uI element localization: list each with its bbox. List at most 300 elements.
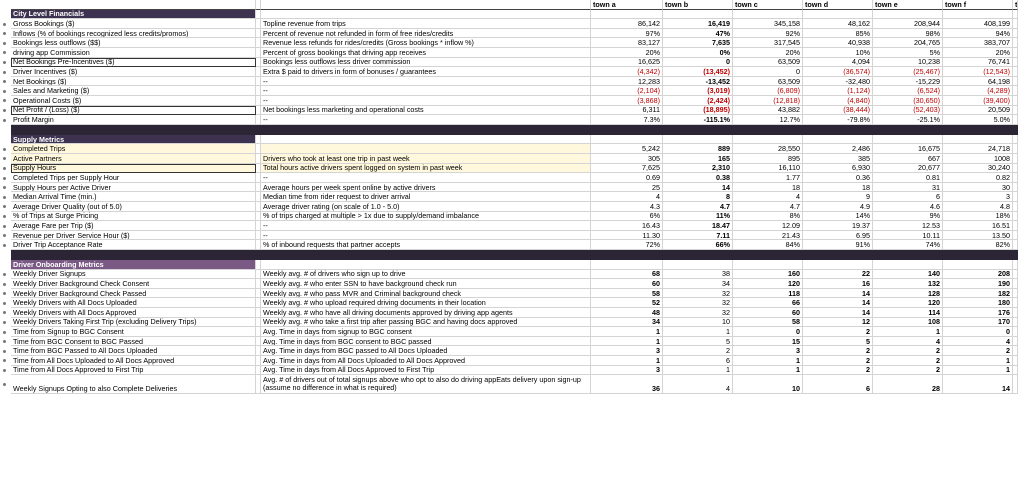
value-cell[interactable]: 2 [663, 346, 733, 356]
value-cell[interactable]: 63,509 [733, 58, 803, 68]
value-cell[interactable]: 4.3 [591, 202, 663, 212]
value-cell[interactable]: 2 [873, 346, 943, 356]
row-description[interactable]: Weekly avg. # who pass MVR and Criminal background check [261, 289, 591, 299]
value-cell[interactable]: 85% [803, 29, 873, 39]
value-cell[interactable]: (2,104) [591, 86, 663, 96]
row-description[interactable]: Weekly avg. # who take a first trip after passing BGC and having docs approved [261, 318, 591, 328]
row-description[interactable]: Percent of revenue not refunded in form of free rides/credits [261, 29, 591, 39]
column-header-town[interactable]: town e [873, 0, 943, 10]
row-description[interactable]: Average hours per week spent online by active drivers [261, 183, 591, 193]
value-cell[interactable]: 4 [591, 192, 663, 202]
value-cell[interactable]: 14 [803, 289, 873, 299]
value-cell[interactable] [943, 135, 1013, 145]
value-cell[interactable]: 4.9 [803, 202, 873, 212]
value-cell[interactable]: 6 [803, 375, 873, 394]
row-label[interactable]: Weekly Drivers with All Docs Approved [11, 308, 256, 318]
value-cell[interactable]: 16.43 [591, 221, 663, 231]
section-title[interactable]: Supply Metrics [11, 135, 256, 145]
value-cell[interactable]: 0.82 [943, 173, 1013, 183]
value-cell[interactable]: 1008 [943, 154, 1013, 164]
value-cell[interactable]: 10,238 [873, 58, 943, 68]
row-description[interactable]: Avg. Time in days from All Docs Approved to First Trip [261, 366, 591, 376]
row-description[interactable]: Avg. # of drivers out of total signups above who opt to also do driving appEats delivery upon sign-up (assume no difference in what is required) [261, 375, 591, 394]
row-description[interactable]: -- [261, 115, 591, 125]
row-description[interactable]: -- [261, 96, 591, 106]
value-cell[interactable]: 132 [873, 279, 943, 289]
value-cell[interactable]: 1 [943, 366, 1013, 376]
value-cell[interactable]: (4,289) [943, 86, 1013, 96]
value-cell[interactable]: 36 [591, 375, 663, 394]
value-cell[interactable]: 38 [663, 270, 733, 280]
value-cell[interactable]: 8 [663, 192, 733, 202]
value-cell[interactable] [591, 260, 663, 270]
row-label[interactable]: Weekly Driver Signups [11, 270, 256, 280]
value-cell[interactable]: (30,650) [873, 96, 943, 106]
value-cell[interactable]: -32,480 [803, 77, 873, 87]
row-label[interactable]: Net Bookings ($) [11, 77, 256, 87]
value-cell[interactable]: 3 [943, 192, 1013, 202]
value-cell[interactable]: 18% [943, 212, 1013, 222]
row-label[interactable]: Revenue per Driver Service Hour ($) [11, 231, 256, 241]
row-label[interactable]: Average Driver Quality (out of 5.0) [11, 202, 256, 212]
row-label[interactable]: Profit Margin [11, 115, 256, 125]
value-cell[interactable]: 14 [803, 298, 873, 308]
row-description[interactable]: Total hours active drivers spent logged on system in past week [261, 164, 591, 174]
value-cell[interactable]: 1 [943, 356, 1013, 366]
value-cell[interactable]: (12,818) [733, 96, 803, 106]
value-cell[interactable]: 74% [873, 240, 943, 250]
value-cell[interactable]: 305 [591, 154, 663, 164]
value-cell[interactable]: 14% [803, 212, 873, 222]
value-cell[interactable]: 5.0% [943, 115, 1013, 125]
value-cell[interactable]: 5 [663, 337, 733, 347]
value-cell[interactable]: 9% [873, 212, 943, 222]
value-cell[interactable]: 97% [591, 29, 663, 39]
column-header-town[interactable]: town b [663, 0, 733, 10]
value-cell[interactable]: 4 [663, 375, 733, 394]
value-cell[interactable]: 120 [873, 298, 943, 308]
row-description[interactable]: Weekly avg. # who enter SSN to have background check run [261, 279, 591, 289]
value-cell[interactable]: 84% [733, 240, 803, 250]
value-cell[interactable]: 6,930 [803, 164, 873, 174]
value-cell[interactable]: 20% [591, 48, 663, 58]
section-title[interactable]: Driver Onboarding Metrics [11, 260, 256, 270]
value-cell[interactable]: -79.8% [803, 115, 873, 125]
value-cell[interactable]: 5,242 [591, 144, 663, 154]
value-cell[interactable]: 34 [663, 279, 733, 289]
value-cell[interactable]: (4,840) [803, 96, 873, 106]
value-cell[interactable]: 20,509 [943, 106, 1013, 116]
value-cell[interactable]: 16,675 [873, 144, 943, 154]
value-cell[interactable]: 20% [943, 48, 1013, 58]
value-cell[interactable]: 1 [873, 327, 943, 337]
value-cell[interactable]: 114 [873, 308, 943, 318]
value-cell[interactable]: 2,486 [803, 144, 873, 154]
value-cell[interactable]: 118 [733, 289, 803, 299]
value-cell[interactable]: 0 [733, 327, 803, 337]
value-cell[interactable]: (52,403) [873, 106, 943, 116]
value-cell[interactable]: 6,311 [591, 106, 663, 116]
value-cell[interactable]: (1,124) [803, 86, 873, 96]
value-cell[interactable]: 10 [663, 318, 733, 328]
value-cell[interactable]: 10 [733, 375, 803, 394]
value-cell[interactable]: 47% [663, 29, 733, 39]
value-cell[interactable]: 2,310 [663, 164, 733, 174]
value-cell[interactable]: 72% [591, 240, 663, 250]
value-cell[interactable]: 128 [873, 289, 943, 299]
section-title[interactable]: City Level Financials [11, 10, 256, 20]
row-description[interactable] [261, 144, 591, 154]
value-cell[interactable]: 2 [803, 346, 873, 356]
row-description[interactable]: Topline revenue from trips [261, 19, 591, 29]
value-cell[interactable]: 385 [803, 154, 873, 164]
value-cell[interactable] [591, 10, 663, 20]
value-cell[interactable]: 13.50 [943, 231, 1013, 241]
value-cell[interactable]: 182 [943, 289, 1013, 299]
row-description[interactable]: % of trips charged at multiple > 1x due to supply/demand imbalance [261, 212, 591, 222]
value-cell[interactable]: 2 [803, 356, 873, 366]
value-cell[interactable]: 383,707 [943, 38, 1013, 48]
value-cell[interactable]: 0.81 [873, 173, 943, 183]
value-cell[interactable]: (6,809) [733, 86, 803, 96]
value-cell[interactable]: 2 [873, 366, 943, 376]
value-cell[interactable]: -25.1% [873, 115, 943, 125]
value-cell[interactable]: 18 [733, 183, 803, 193]
spreadsheet[interactable] [11, 0, 1023, 489]
value-cell[interactable]: 76,741 [943, 58, 1013, 68]
value-cell[interactable]: (6,524) [873, 86, 943, 96]
column-header-town[interactable]: town a [591, 0, 663, 10]
value-cell[interactable]: 7.3% [591, 115, 663, 125]
value-cell[interactable]: 4.7 [663, 202, 733, 212]
row-label[interactable]: Net Profit / (Loss) ($) [11, 106, 256, 116]
row-description[interactable]: % of inbound requests that partner accepts [261, 240, 591, 250]
value-cell[interactable]: (3,019) [663, 86, 733, 96]
value-cell[interactable]: 170 [943, 318, 1013, 328]
column-header-town[interactable]: town d [803, 0, 873, 10]
row-label[interactable]: Weekly Drivers with All Docs Uploaded [11, 298, 256, 308]
row-label[interactable]: % of Trips at Surge Pricing [11, 212, 256, 222]
value-cell[interactable]: 52 [591, 298, 663, 308]
value-cell[interactable]: 208,944 [873, 19, 943, 29]
value-cell[interactable]: 1 [663, 327, 733, 337]
value-cell[interactable]: 28,550 [733, 144, 803, 154]
value-cell[interactable]: 108 [873, 318, 943, 328]
value-cell[interactable]: 6 [873, 192, 943, 202]
value-cell[interactable]: 63,509 [733, 77, 803, 87]
value-cell[interactable]: (2,424) [663, 96, 733, 106]
row-label[interactable]: Operational Costs ($) [11, 96, 256, 106]
value-cell[interactable] [943, 260, 1013, 270]
value-cell[interactable]: 98% [873, 29, 943, 39]
value-cell[interactable]: 1 [663, 366, 733, 376]
value-cell[interactable]: 7,625 [591, 164, 663, 174]
value-cell[interactable]: 66% [663, 240, 733, 250]
value-cell[interactable]: 4.6 [873, 202, 943, 212]
row-description[interactable]: Extra $ paid to drivers in form of bonuses / guarantees [261, 67, 591, 77]
value-cell[interactable]: 2 [873, 356, 943, 366]
value-cell[interactable]: (12,543) [943, 67, 1013, 77]
value-cell[interactable]: 204,765 [873, 38, 943, 48]
value-cell[interactable]: 82% [943, 240, 1013, 250]
row-label[interactable]: Net Bookings Pre-Incentives ($) [11, 58, 256, 68]
row-label[interactable]: Driver Trip Acceptance Rate [11, 240, 256, 250]
value-cell[interactable]: 0% [663, 48, 733, 58]
value-cell[interactable]: 12.09 [733, 221, 803, 231]
value-cell[interactable]: 25 [591, 183, 663, 193]
value-cell[interactable] [733, 260, 803, 270]
value-cell[interactable]: 1 [591, 327, 663, 337]
value-cell[interactable]: (4,342) [591, 67, 663, 77]
value-cell[interactable]: 165 [663, 154, 733, 164]
value-cell[interactable]: 0 [943, 327, 1013, 337]
value-cell[interactable]: 11.30 [591, 231, 663, 241]
value-cell[interactable]: 92% [733, 29, 803, 39]
value-cell[interactable]: 3 [591, 346, 663, 356]
value-cell[interactable]: 4.8 [943, 202, 1013, 212]
row-label[interactable]: Weekly Driver Background Check Consent [11, 279, 256, 289]
value-cell[interactable] [873, 10, 943, 20]
value-cell[interactable]: (13,452) [663, 67, 733, 77]
row-description[interactable]: Avg. Time in days from BGC passed to All Docs Uploaded [261, 346, 591, 356]
value-cell[interactable]: 0 [733, 67, 803, 77]
row-label[interactable]: Completed Trips per Supply Hour [11, 173, 256, 183]
row-label[interactable]: Completed Trips [11, 144, 256, 154]
value-cell[interactable] [803, 10, 873, 20]
row-description[interactable]: Revenue less refunds for rides/credits (Gross bookings * inflow %) [261, 38, 591, 48]
value-cell[interactable]: 16,110 [733, 164, 803, 174]
value-cell[interactable]: 21.43 [733, 231, 803, 241]
value-cell[interactable]: 19.37 [803, 221, 873, 231]
value-cell[interactable]: 0.69 [591, 173, 663, 183]
value-cell[interactable]: 86,142 [591, 19, 663, 29]
value-cell[interactable]: 18 [803, 183, 873, 193]
row-description[interactable]: -- [261, 77, 591, 87]
value-cell[interactable]: 58 [591, 289, 663, 299]
column-header-town[interactable]: town f [943, 0, 1013, 10]
row-label[interactable]: Median Arrival Time (min.) [11, 192, 256, 202]
value-cell[interactable]: 12.53 [873, 221, 943, 231]
row-label[interactable]: Time from Signup to BGC Consent [11, 327, 256, 337]
value-cell[interactable]: 20,677 [873, 164, 943, 174]
value-cell[interactable]: (25,467) [873, 67, 943, 77]
column-header-tail[interactable]: t [1015, 0, 1018, 9]
value-cell[interactable]: 7,635 [663, 38, 733, 48]
row-description[interactable]: Net bookings less marketing and operational costs [261, 106, 591, 116]
value-cell[interactable]: 91% [803, 240, 873, 250]
value-cell[interactable]: 48 [591, 308, 663, 318]
row-description[interactable]: Weekly avg. # who have all driving documents approved by driving app agents [261, 308, 591, 318]
row-description[interactable]: Weekly avg. # of drivers who sign up to drive [261, 270, 591, 280]
value-cell[interactable]: 32 [663, 289, 733, 299]
row-label[interactable]: Weekly Drivers Taking First Trip (excluding Delivery Trips) [11, 318, 256, 328]
row-label[interactable]: Time from All Docs Uploaded to All Docs Approved [11, 356, 256, 366]
value-cell[interactable]: 14 [803, 308, 873, 318]
value-cell[interactable]: 889 [663, 144, 733, 154]
row-description[interactable]: -- [261, 173, 591, 183]
value-cell[interactable]: 208 [943, 270, 1013, 280]
desc-cell[interactable] [261, 10, 591, 20]
row-description[interactable]: -- [261, 221, 591, 231]
value-cell[interactable]: 14 [943, 375, 1013, 394]
value-cell[interactable]: 66 [733, 298, 803, 308]
value-cell[interactable]: 1 [733, 356, 803, 366]
value-cell[interactable]: 1 [591, 337, 663, 347]
row-label[interactable]: Gross Bookings ($) [11, 19, 256, 29]
value-cell[interactable]: 345,158 [733, 19, 803, 29]
value-cell[interactable]: (39,400) [943, 96, 1013, 106]
value-cell[interactable] [733, 135, 803, 145]
value-cell[interactable]: 7.11 [663, 231, 733, 241]
desc-cell[interactable] [261, 260, 591, 270]
value-cell[interactable] [663, 10, 733, 20]
value-cell[interactable]: 1 [591, 356, 663, 366]
value-cell[interactable]: 22 [803, 270, 873, 280]
value-cell[interactable] [873, 135, 943, 145]
value-cell[interactable]: 31 [873, 183, 943, 193]
value-cell[interactable]: 48,162 [803, 19, 873, 29]
value-cell[interactable]: 1.77 [733, 173, 803, 183]
value-cell[interactable]: 28 [873, 375, 943, 394]
value-cell[interactable]: 6.95 [803, 231, 873, 241]
row-description[interactable]: Avg. Time in days from BGC consent to BGC passed [261, 337, 591, 347]
value-cell[interactable]: 1 [733, 366, 803, 376]
row-label[interactable]: Time from BGC Consent to BGC Passed [11, 337, 256, 347]
value-cell[interactable]: 20% [733, 48, 803, 58]
row-description[interactable]: Avg. Time in days from signup to BGC consent [261, 327, 591, 337]
row-description[interactable]: Bookings less outflows less driver commission [261, 58, 591, 68]
value-cell[interactable]: 4.7 [733, 202, 803, 212]
value-cell[interactable] [943, 10, 1013, 20]
row-description[interactable]: Average driver rating (on scale of 1.0 - 5.0) [261, 202, 591, 212]
value-cell[interactable] [873, 260, 943, 270]
value-cell[interactable]: 18.47 [663, 221, 733, 231]
value-cell[interactable]: -15,229 [873, 77, 943, 87]
value-cell[interactable]: 190 [943, 279, 1013, 289]
value-cell[interactable]: 64,198 [943, 77, 1013, 87]
value-cell[interactable]: 40,938 [803, 38, 873, 48]
value-cell[interactable]: 3 [733, 346, 803, 356]
value-cell[interactable]: 2 [803, 366, 873, 376]
value-cell[interactable]: (18,895) [663, 106, 733, 116]
value-cell[interactable]: 58 [733, 318, 803, 328]
value-cell[interactable]: 14 [663, 183, 733, 193]
value-cell[interactable]: 4 [873, 337, 943, 347]
row-label[interactable]: Bookings less outflows ($$) [11, 38, 256, 48]
value-cell[interactable]: 94% [943, 29, 1013, 39]
value-cell[interactable]: 160 [733, 270, 803, 280]
value-cell[interactable]: 0.38 [663, 173, 733, 183]
row-description[interactable]: Avg. Time in days from All Docs Uploaded to All Docs Approved [261, 356, 591, 366]
row-label[interactable]: Weekly Signups Opting to also Complete Deliveries [11, 375, 256, 394]
value-cell[interactable]: 16 [803, 279, 873, 289]
row-description[interactable]: Percent of gross bookings that driving app receives [261, 48, 591, 58]
value-cell[interactable]: 6% [591, 212, 663, 222]
value-cell[interactable]: 83,127 [591, 38, 663, 48]
value-cell[interactable]: -115.1% [663, 115, 733, 125]
value-cell[interactable]: (36,574) [803, 67, 873, 77]
value-cell[interactable]: 32 [663, 308, 733, 318]
value-cell[interactable]: 176 [943, 308, 1013, 318]
value-cell[interactable]: (38,444) [803, 106, 873, 116]
value-cell[interactable]: 30 [943, 183, 1013, 193]
value-cell[interactable]: 6 [663, 356, 733, 366]
value-cell[interactable]: 317,545 [733, 38, 803, 48]
desc-cell[interactable] [261, 135, 591, 145]
row-description[interactable]: -- [261, 231, 591, 241]
value-cell[interactable]: 5% [873, 48, 943, 58]
row-label[interactable]: driving app Commission [11, 48, 256, 58]
value-cell[interactable]: 0.36 [803, 173, 873, 183]
value-cell[interactable]: 667 [873, 154, 943, 164]
value-cell[interactable]: 43,882 [733, 106, 803, 116]
column-header-town[interactable]: town c [733, 0, 803, 10]
value-cell[interactable] [591, 135, 663, 145]
value-cell[interactable]: 60 [591, 279, 663, 289]
row-label[interactable]: Time from BGC Passed to All Docs Uploaded [11, 346, 256, 356]
value-cell[interactable]: 16.51 [943, 221, 1013, 231]
value-cell[interactable]: 408,199 [943, 19, 1013, 29]
value-cell[interactable]: 12,283 [591, 77, 663, 87]
value-cell[interactable]: 140 [873, 270, 943, 280]
value-cell[interactable]: 11% [663, 212, 733, 222]
value-cell[interactable]: 16,419 [663, 19, 733, 29]
value-cell[interactable]: 4,094 [803, 58, 873, 68]
row-description[interactable]: Weekly avg. # who upload required driving documents in their location [261, 298, 591, 308]
row-label[interactable]: Weekly Driver Background Check Passed [11, 289, 256, 299]
row-label[interactable]: Active Partners [11, 154, 256, 164]
value-cell[interactable]: 15 [733, 337, 803, 347]
value-cell[interactable]: 180 [943, 298, 1013, 308]
value-cell[interactable]: 5 [803, 337, 873, 347]
value-cell[interactable]: 10% [803, 48, 873, 58]
value-cell[interactable]: 10.11 [873, 231, 943, 241]
value-cell[interactable]: -13,452 [663, 77, 733, 87]
row-label[interactable]: Supply Hours [11, 164, 256, 174]
row-label[interactable]: Driver Incentives ($) [11, 67, 256, 77]
value-cell[interactable] [663, 135, 733, 145]
value-cell[interactable] [733, 10, 803, 20]
value-cell[interactable]: 34 [591, 318, 663, 328]
value-cell[interactable]: 24,718 [943, 144, 1013, 154]
row-description[interactable]: -- [261, 86, 591, 96]
value-cell[interactable]: 9 [803, 192, 873, 202]
row-label[interactable]: Time from All Docs Approved to First Trip [11, 366, 256, 376]
value-cell[interactable] [803, 260, 873, 270]
value-cell[interactable]: 2 [803, 327, 873, 337]
value-cell[interactable]: (3,868) [591, 96, 663, 106]
row-label[interactable]: Average Fare per Trip ($) [11, 221, 256, 231]
value-cell[interactable]: 16,625 [591, 58, 663, 68]
value-cell[interactable]: 120 [733, 279, 803, 289]
value-cell[interactable]: 2 [943, 346, 1013, 356]
row-label[interactable]: Supply Hours per Active Driver [11, 183, 256, 193]
row-description[interactable]: Drivers who took at least one trip in past week [261, 154, 591, 164]
value-cell[interactable]: 12.7% [733, 115, 803, 125]
value-cell[interactable]: 895 [733, 154, 803, 164]
value-cell[interactable]: 32 [663, 298, 733, 308]
value-cell[interactable]: 12 [803, 318, 873, 328]
row-description[interactable]: Median time from rider request to driver arrival [261, 192, 591, 202]
value-cell[interactable] [803, 135, 873, 145]
value-cell[interactable]: 4 [943, 337, 1013, 347]
row-label[interactable]: Sales and Marketing ($) [11, 86, 256, 96]
value-cell[interactable] [663, 260, 733, 270]
value-cell[interactable]: 8% [733, 212, 803, 222]
value-cell[interactable]: 4 [733, 192, 803, 202]
value-cell[interactable]: 60 [733, 308, 803, 318]
value-cell[interactable]: 3 [591, 366, 663, 376]
